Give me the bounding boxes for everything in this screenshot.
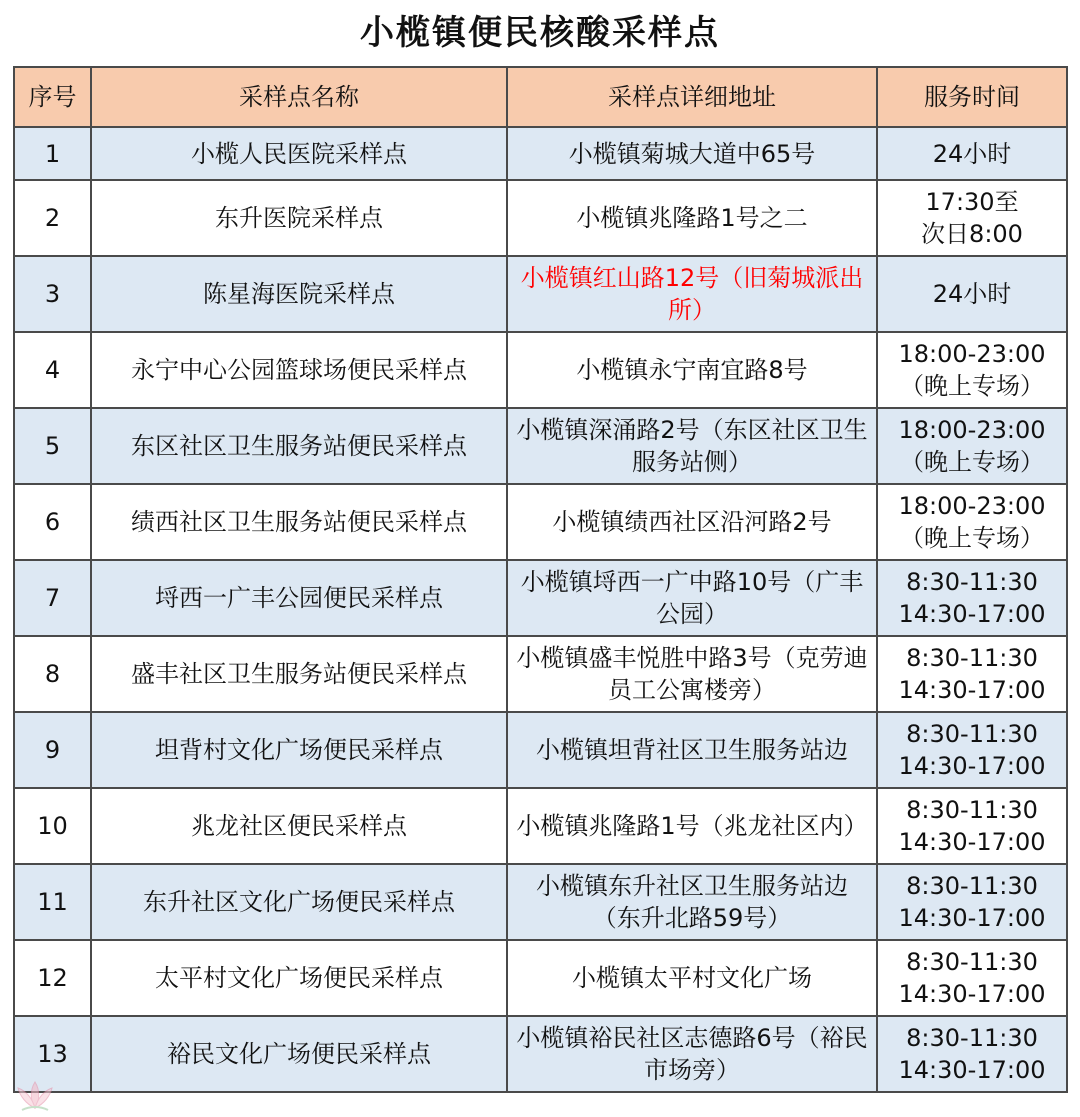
cell-name: 太平村文化广场便民采样点	[91, 940, 507, 1016]
header-no: 序号	[14, 67, 91, 127]
cell-hours: 18:00-23:00 （晚上专场）	[877, 484, 1067, 560]
cell-hours: 8:30-11:30 14:30-17:00	[877, 864, 1067, 940]
cell-address: 小榄镇埒西一广中路10号（广丰公园）	[507, 560, 877, 636]
cell-no: 5	[14, 408, 91, 484]
header-hours: 服务时间	[877, 67, 1067, 127]
cell-name: 盛丰社区卫生服务站便民采样点	[91, 636, 507, 712]
cell-no: 2	[14, 180, 91, 256]
cell-hours: 8:30-11:30 14:30-17:00	[877, 1016, 1067, 1092]
cell-hours: 18:00-23:00 （晚上专场）	[877, 332, 1067, 408]
cell-name: 坦背村文化广场便民采样点	[91, 712, 507, 788]
cell-hours: 24小时	[877, 127, 1067, 180]
cell-hours: 8:30-11:30 14:30-17:00	[877, 940, 1067, 1016]
cell-name: 绩西社区卫生服务站便民采样点	[91, 484, 507, 560]
cell-hours: 8:30-11:30 14:30-17:00	[877, 788, 1067, 864]
table-row	[14, 180, 1067, 256]
cell-name: 裕民文化广场便民采样点	[91, 1016, 507, 1092]
cell-address: 小榄镇兆隆路1号之二	[507, 180, 877, 256]
cell-hours: 8:30-11:30 14:30-17:00	[877, 560, 1067, 636]
cell-name: 永宁中心公园篮球场便民采样点	[91, 332, 507, 408]
table-row	[14, 408, 1067, 484]
cell-address: 小榄镇东升社区卫生服务站边（东升北路59号）	[507, 864, 877, 940]
cell-address: 小榄镇盛丰悦胜中路3号（克劳迪员工公寓楼旁）	[507, 636, 877, 712]
cell-hours: 17:30至 次日8:00	[877, 180, 1067, 256]
page-title: 小榄镇便民核酸采样点	[360, 13, 720, 53]
cell-address: 小榄镇永宁南宜路8号	[507, 332, 877, 408]
cell-name: 兆龙社区便民采样点	[91, 788, 507, 864]
lotus-logo-icon	[10, 1078, 60, 1114]
table-row	[14, 864, 1067, 940]
cell-no: 6	[14, 484, 91, 560]
table-row	[14, 788, 1067, 864]
cell-name: 东区社区卫生服务站便民采样点	[91, 408, 507, 484]
cell-no: 12	[14, 940, 91, 1016]
table-row	[14, 560, 1067, 636]
table-row	[14, 484, 1067, 560]
cell-no: 13	[14, 1016, 91, 1092]
cell-hours: 18:00-23:00 （晚上专场）	[877, 408, 1067, 484]
table-header-row	[14, 67, 1067, 127]
cell-name: 小榄人民医院采样点	[91, 127, 507, 180]
table-row	[14, 1016, 1067, 1092]
cell-no: 9	[14, 712, 91, 788]
header-address: 采样点详细地址	[507, 67, 877, 127]
cell-hours: 24小时	[877, 256, 1067, 332]
cell-no: 4	[14, 332, 91, 408]
cell-address: 小榄镇菊城大道中65号	[507, 127, 877, 180]
cell-no: 10	[14, 788, 91, 864]
table-row	[14, 256, 1067, 332]
cell-address: 小榄镇深涌路2号（东区社区卫生服务站侧）	[507, 408, 877, 484]
cell-no: 8	[14, 636, 91, 712]
cell-address-highlighted: 小榄镇红山路12号（旧菊城派出所）	[507, 256, 877, 332]
cell-address: 小榄镇绩西社区沿河路2号	[507, 484, 877, 560]
cell-name: 东升医院采样点	[91, 180, 507, 256]
cell-no: 7	[14, 560, 91, 636]
cell-address: 小榄镇坦背社区卫生服务站边	[507, 712, 877, 788]
cell-address: 小榄镇兆隆路1号（兆龙社区内）	[507, 788, 877, 864]
cell-name: 东升社区文化广场便民采样点	[91, 864, 507, 940]
cell-address: 小榄镇太平村文化广场	[507, 940, 877, 1016]
table-row	[14, 712, 1067, 788]
table-row	[14, 332, 1067, 408]
cell-hours: 8:30-11:30 14:30-17:00	[877, 636, 1067, 712]
cell-name: 陈星海医院采样点	[91, 256, 507, 332]
cell-hours: 8:30-11:30 14:30-17:00	[877, 712, 1067, 788]
cell-name: 埒西一广丰公园便民采样点	[91, 560, 507, 636]
table-row	[14, 636, 1067, 712]
table-row	[14, 127, 1067, 180]
cell-no: 11	[14, 864, 91, 940]
cell-address: 小榄镇裕民社区志德路6号（裕民市场旁）	[507, 1016, 877, 1092]
sampling-sites-table	[13, 66, 1068, 1093]
cell-no: 1	[14, 127, 91, 180]
header-name: 采样点名称	[91, 67, 507, 127]
cell-no: 3	[14, 256, 91, 332]
table-row	[14, 940, 1067, 1016]
